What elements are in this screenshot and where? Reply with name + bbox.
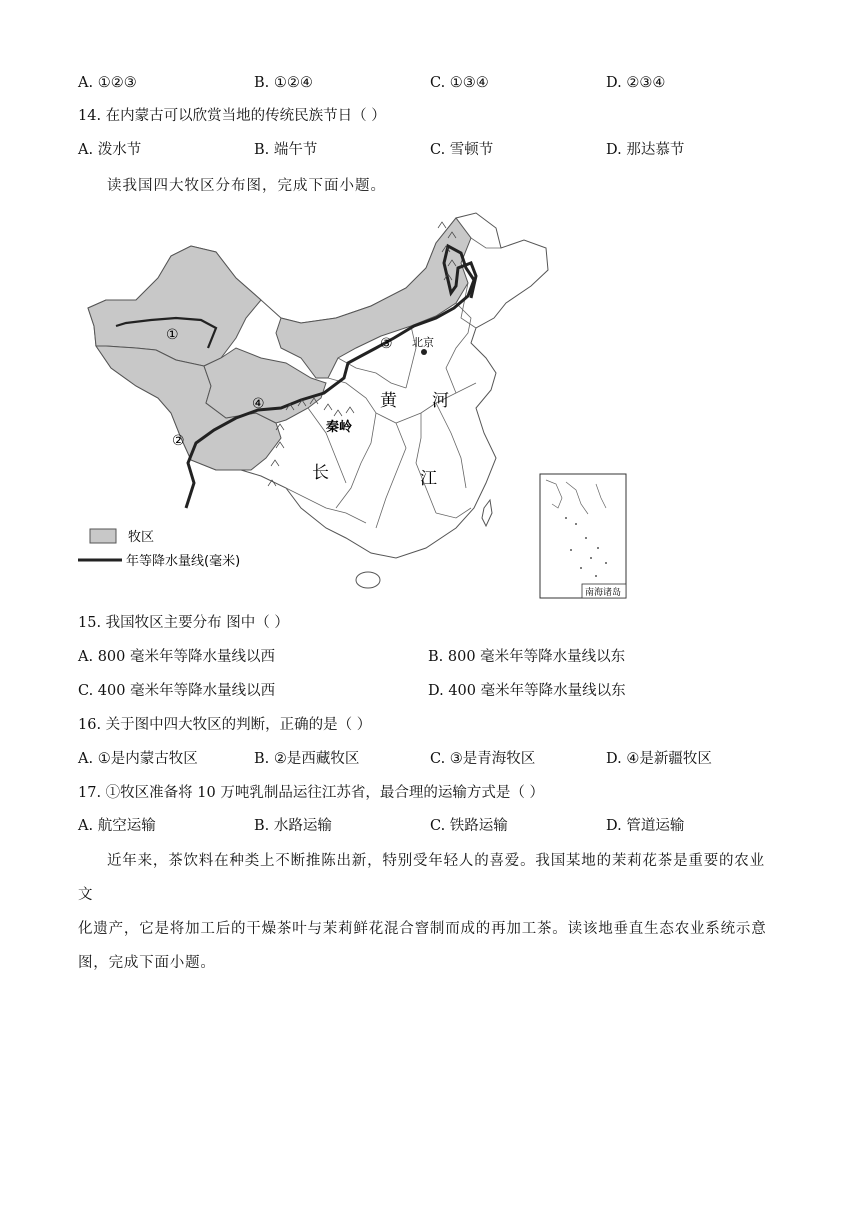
q15-option-c: C. 400 毫米年等降水量线以西: [78, 683, 276, 699]
legend-pasture-label: 牧区: [128, 530, 155, 545]
q13-option-b: B. ①②④: [254, 75, 313, 91]
tea-intro-line2: 化遗产，它是将加工后的干燥茶叶与茉莉鲜花混合窨制而成的再加工茶。读该地垂直生态农业系统示意: [78, 921, 767, 937]
q16-option-d: D. ④是新疆牧区: [606, 751, 712, 767]
map-intro: 读我国四大牧区分布图，完成下面小题。: [107, 178, 386, 194]
q16-option-b: B. ②是西藏牧区: [254, 751, 360, 767]
q16-option-a: A. ①是内蒙古牧区: [78, 751, 198, 767]
label-he: 河: [432, 391, 449, 411]
q14-option-c: C. 雪顿节: [430, 142, 494, 158]
label-region-1: ①: [166, 327, 179, 343]
tea-intro-line1: 近年来，茶饮料在种类上不断推陈出新，特别受年轻人的喜爱。我国某地的茉莉花茶是重要的农业文: [78, 853, 765, 903]
beijing-dot: [421, 349, 427, 355]
q14-options: [78, 139, 798, 161]
q17-option-c: C. 铁路运输: [430, 818, 508, 834]
q17-stem: 17. ①牧区准备将 10 万吨乳制品运往江苏省，最合理的运输方式是（ ）: [78, 785, 544, 801]
q17-option-d: D. 管道运输: [606, 818, 685, 834]
q15-option-a: A. 800 毫米年等降水量线以西: [78, 649, 275, 665]
q15-option-d: D. 400 毫米年等降水量线以东: [428, 683, 626, 699]
q14-option-d: D. 那达慕节: [606, 142, 685, 158]
q17-options: [78, 815, 798, 837]
tea-intro-paragraph: [78, 844, 778, 980]
label-qinling: 秦岭: [326, 420, 353, 435]
china-pasture-map: [76, 208, 636, 600]
legend-isohyet-label: 年等降水量线(毫米): [126, 554, 241, 569]
taiwan-island: [482, 500, 492, 526]
pasture-map-figure: [76, 208, 636, 604]
label-region-2: ②: [172, 433, 185, 449]
inset-label: 南海诸岛: [585, 588, 622, 598]
south-china-sea-inset: [540, 474, 626, 598]
q16-options: [78, 748, 798, 770]
label-huang: 黄: [380, 391, 397, 411]
label-region-3: ③: [380, 336, 393, 352]
q15-option-b: B. 800 毫米年等降水量线以东: [428, 649, 626, 665]
q16-stem: 16. 关于图中四大牧区的判断，正确的是（ ）: [78, 717, 372, 733]
tea-intro-line3: 图，完成下面小题。: [78, 955, 216, 971]
q14-option-a: A. 泼水节: [78, 142, 142, 158]
q14-stem: 14. 在内蒙古可以欣赏当地的传统民族节日（ ）: [78, 108, 386, 124]
q15-stem: 15. 我国牧区主要分布 图中（ ）: [78, 615, 289, 631]
label-jiang: 江: [420, 469, 437, 489]
q13-option-a: A. ①②③: [78, 75, 137, 91]
hainan-island: [356, 572, 380, 588]
label-beijing: 北京: [412, 336, 434, 349]
q15-options-row2: [78, 680, 798, 702]
q17-option-b: B. 水路运输: [254, 818, 332, 834]
q13-option-d: D. ②③④: [606, 75, 666, 91]
q13-options: [78, 72, 798, 94]
q15-options-row1: [78, 646, 798, 668]
q13-option-c: C. ①③④: [430, 75, 489, 91]
q16-option-c: C. ③是青海牧区: [430, 751, 536, 767]
label-region-4: ④: [252, 396, 265, 412]
q14-option-b: B. 端午节: [254, 142, 318, 158]
legend-pasture-swatch: [90, 529, 116, 543]
q17-option-a: A. 航空运输: [78, 818, 156, 834]
label-chang: 长: [312, 463, 329, 483]
pasture-region-3: [276, 218, 471, 378]
